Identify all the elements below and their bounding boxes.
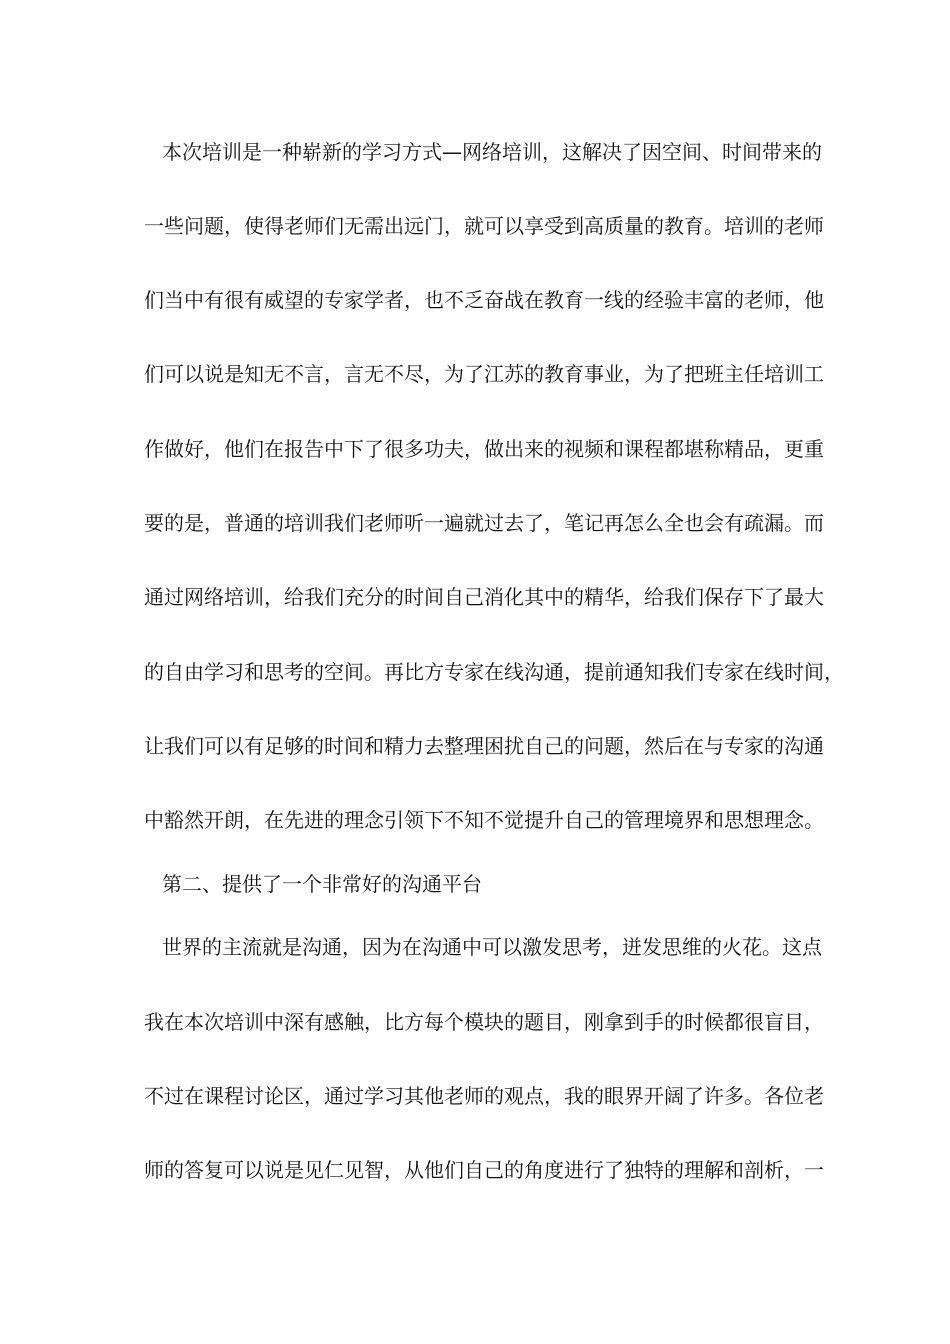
paragraph-line: 们当中有很有威望的专家学者，也不乏奋战在教育一线的经验丰富的老师，他 [144, 288, 824, 312]
paragraph-line: 一些问题，使得老师们无需出远门，就可以享受到高质量的教育。培训的老师 [144, 214, 824, 238]
paragraph-line: 师的答复可以说是见仁见智，从他们自己的角度进行了独特的理解和剖析，一 [144, 1158, 824, 1182]
paragraph-line: 要的是，普通的培训我们老师听一遍就过去了，笔记再怎么全也会有疏漏。而 [144, 511, 824, 535]
paragraph-line: 作做好，他们在报告中下了很多功夫，做出来的视频和课程都堪称精品，更重 [144, 437, 824, 461]
paragraph-line: 的自由学习和思考的空间。再比方专家在线沟通，提前通知我们专家在线时间， [144, 660, 844, 684]
paragraph-line: 让我们可以有足够的时间和精力去整理困扰自己的问题，然后在与专家的沟通 [144, 734, 824, 758]
paragraph-line: 本次培训是一种崭新的学习方式—网络培训，这解决了因空间、时间带来的 [162, 140, 822, 164]
paragraph-line: 世界的主流就是沟通，因为在沟通中可以激发思考，迸发思维的火花。这点 [162, 935, 822, 959]
paragraph-line: 我在本次培训中深有感触，比方每个模块的题目，刚拿到手的时候都很盲目， [144, 1010, 824, 1034]
paragraph-line: 不过在课程讨论区，通过学习其他老师的观点，我的眼界开阔了许多。各位老 [144, 1084, 824, 1108]
paragraph-line: 们可以说是知无不言，言无不尽，为了江苏的教育事业，为了把班主任培训工 [144, 362, 824, 386]
paragraph-line: 通过网络培训，给我们充分的时间自己消化其中的精华，给我们保存下了最大 [144, 585, 824, 609]
paragraph-line: 中豁然开朗，在先进的理念引领下不知不觉提升自己的管理境界和思想理念。 [144, 808, 824, 832]
section-heading: 第二、提供了一个非常好的沟通平台 [162, 872, 482, 896]
